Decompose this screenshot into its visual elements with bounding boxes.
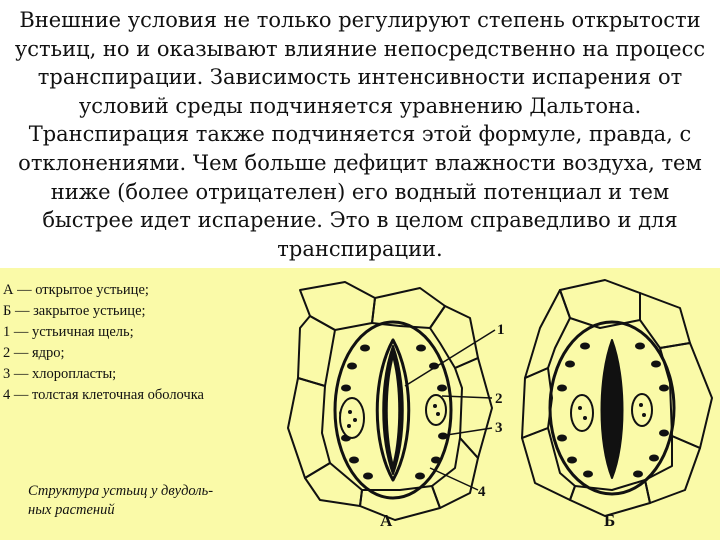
- legend-item: А — открытое устьице;: [3, 282, 149, 298]
- nucleus: [571, 395, 593, 431]
- label-1: 1: [497, 322, 505, 338]
- epidermal-cell: [288, 378, 330, 478]
- legend-item: 3 — хлоропласты;: [3, 366, 117, 382]
- epidermal-cell: [525, 290, 570, 378]
- epidermal-cell: [640, 293, 690, 348]
- epidermal-cell: [522, 428, 575, 500]
- caption-line: Структура устьиц у двудоль-: [28, 483, 214, 499]
- figure-caption: [28, 482, 213, 520]
- label-closed-stoma: Б: [604, 511, 616, 530]
- paragraph-line: отклонениями. Чем больше дефицит влажности воздуха, тем: [18, 150, 702, 175]
- paragraph-line: транспирации.: [277, 236, 443, 261]
- nucleus: [426, 395, 446, 425]
- figure-legend: [3, 280, 204, 406]
- epidermal-cell: [455, 358, 492, 458]
- legend-item: 4 — толстая клеточная оболочка: [3, 387, 204, 403]
- label-2: 2: [495, 391, 503, 407]
- stomata-figure: [0, 268, 720, 540]
- label-4: 4: [478, 484, 486, 500]
- epidermal-cell: [300, 282, 375, 330]
- epidermal-cell: [645, 436, 700, 503]
- paragraph-line: транспирации. Зависимость интенсивности испарения от: [37, 65, 683, 90]
- epidermal-cell: [298, 316, 335, 386]
- paragraph-line: устьиц, но и оказывают влияние непосредственно на процесс: [14, 36, 706, 61]
- nucleus: [340, 398, 364, 438]
- paragraph-line: ниже (более отрицателен) его водный потенциал и тем: [50, 179, 670, 204]
- label-open-stoma: А: [380, 511, 393, 530]
- paragraph-line: быстрее идет испарение. Это в целом справедливо и для: [42, 208, 678, 233]
- legend-item: 1 — устьичная щель;: [3, 324, 134, 340]
- paragraph-line: Транспирация также подчиняется этой формуле, правда, с: [28, 122, 692, 147]
- epidermal-cell: [432, 438, 478, 508]
- caption-line: ных растений: [28, 502, 115, 518]
- legend-item: Б — закрытое устьице;: [3, 303, 146, 319]
- epidermal-cell: [305, 463, 362, 506]
- paragraph-text: [8, 6, 712, 263]
- epidermal-cell: [522, 368, 552, 438]
- label-3: 3: [495, 420, 503, 436]
- nucleus: [632, 394, 652, 426]
- paragraph-line: Внешние условия не только регулируют степень открытости: [19, 8, 701, 32]
- stomatal-pore: [602, 340, 623, 478]
- paragraph-line: условий среды подчиняется уравнению Дальтона.: [78, 93, 642, 118]
- epidermal-cell: [560, 280, 640, 328]
- epidermal-cell: [430, 306, 478, 368]
- legend-item: 2 — ядро;: [3, 345, 65, 361]
